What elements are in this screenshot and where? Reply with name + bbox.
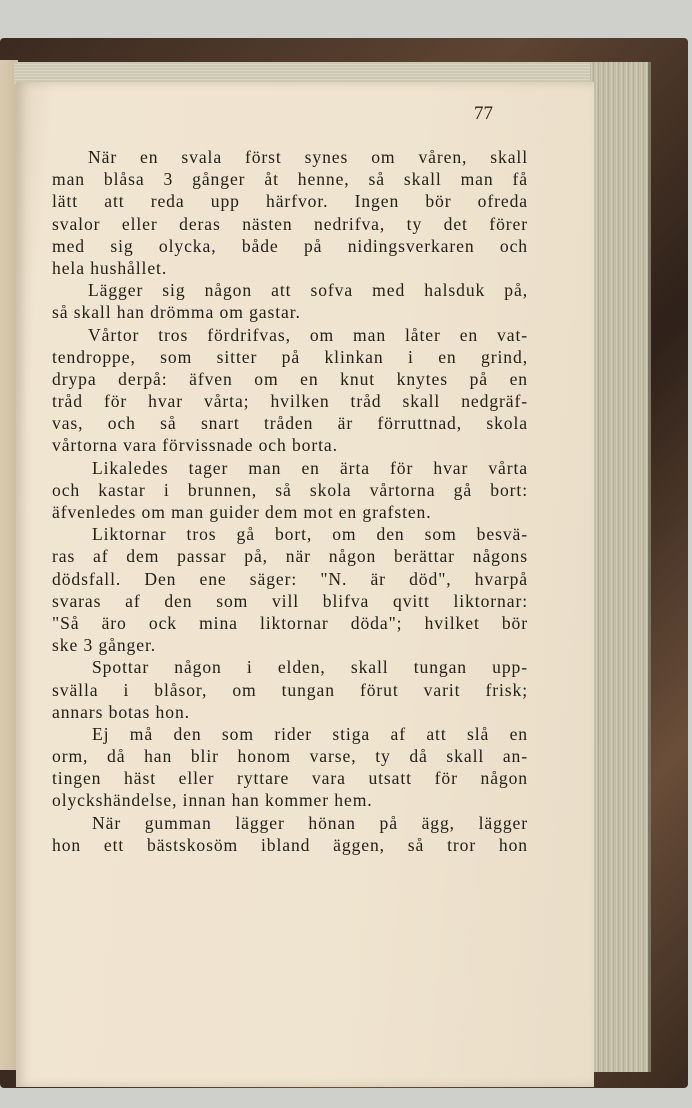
- text-line: Ej må den som rider stiga af att slå en: [92, 723, 528, 744]
- paragraph: [52, 523, 528, 656]
- text-line: hela hushållet.: [52, 257, 168, 278]
- text-line: svälla i blåsor, om tungan förut varit frisk;: [52, 679, 528, 700]
- text-line: man blåsa 3 gånger åt henne, så skall man få: [52, 169, 528, 190]
- text-line: lätt att reda upp härfvor. Ingen bör ofreda: [52, 191, 528, 212]
- text-line: Likaledes tager man en ärta för hvar vårta: [92, 457, 528, 478]
- text-line: annars botas hon.: [52, 701, 190, 722]
- text-line: svaras af den som vill blifva qvitt liktornar:: [52, 590, 528, 611]
- text-line: Vårtor tros fördrifvas, om man låter en vat-: [88, 324, 528, 345]
- text-line: äfvenledes om man guider dem mot en grafsten.: [52, 502, 432, 522]
- text-line: När en svala först synes om våren, skall: [88, 147, 528, 167]
- text-line: vas, och så snart tråden är förruttnad, skola: [52, 413, 528, 434]
- paragraph: [52, 279, 528, 323]
- paragraph: [52, 146, 528, 279]
- paragraph: [52, 723, 528, 812]
- text-line: ras af dem passar på, när någon berättar någons: [52, 546, 528, 567]
- text-line: svalor eller deras nästen nedrifva, ty det förer: [52, 213, 528, 234]
- text-line: så skall han drömma om gastar.: [52, 302, 301, 323]
- text-line: och kastar i brunnen, så skola vårtorna gå bort:: [52, 479, 528, 500]
- text-line: När gumman lägger hönan på ägg, lägger: [92, 812, 528, 833]
- paragraph: [52, 812, 528, 856]
- text-line: tendroppe, som sitter på klinkan i en grind,: [52, 346, 528, 367]
- page-stack-fore-edge: [590, 62, 651, 1072]
- paragraph: [52, 324, 528, 457]
- page-number: 77: [474, 103, 493, 124]
- text-line: ske 3 gånger.: [52, 635, 157, 656]
- text-line: orm, då han blir honom varse, ty då skall an-: [52, 746, 528, 767]
- text-line: Liktornar tros gå bort, om den som besvä-: [92, 524, 528, 545]
- text-line: tingen häst eller ryttare vara utsatt för någon: [52, 768, 528, 789]
- text-line: med sig olycka, både på nidingsverkaren och: [52, 235, 528, 256]
- text-line: dödsfall. Den ene säger: "N. är död", hvarpå: [52, 568, 528, 589]
- text-line: drypa derpå: äfven om en knut knytes på en: [52, 368, 528, 389]
- text-line: vårtorna vara förvissnade och borta.: [52, 435, 338, 456]
- text-line: tråd för hvar vårta; hvilken tråd skall nedgräf-: [52, 391, 528, 412]
- paragraph: [52, 656, 528, 723]
- text-line: olyckshändelse, innan han kommer hem.: [52, 790, 373, 811]
- page-stack-top-edge: [14, 62, 644, 84]
- text-line: "Så äro ock mina liktornar döda"; hvilket bör: [52, 612, 528, 633]
- page-text: [52, 146, 528, 856]
- text-line: Lägger sig någon att sofva med halsduk på,: [88, 280, 528, 301]
- text-line: Spottar någon i elden, skall tungan upp-: [92, 657, 528, 678]
- paragraph: [52, 457, 528, 524]
- text-line: hon ett bästskosöm ibland äggen, så tror hon: [52, 834, 528, 855]
